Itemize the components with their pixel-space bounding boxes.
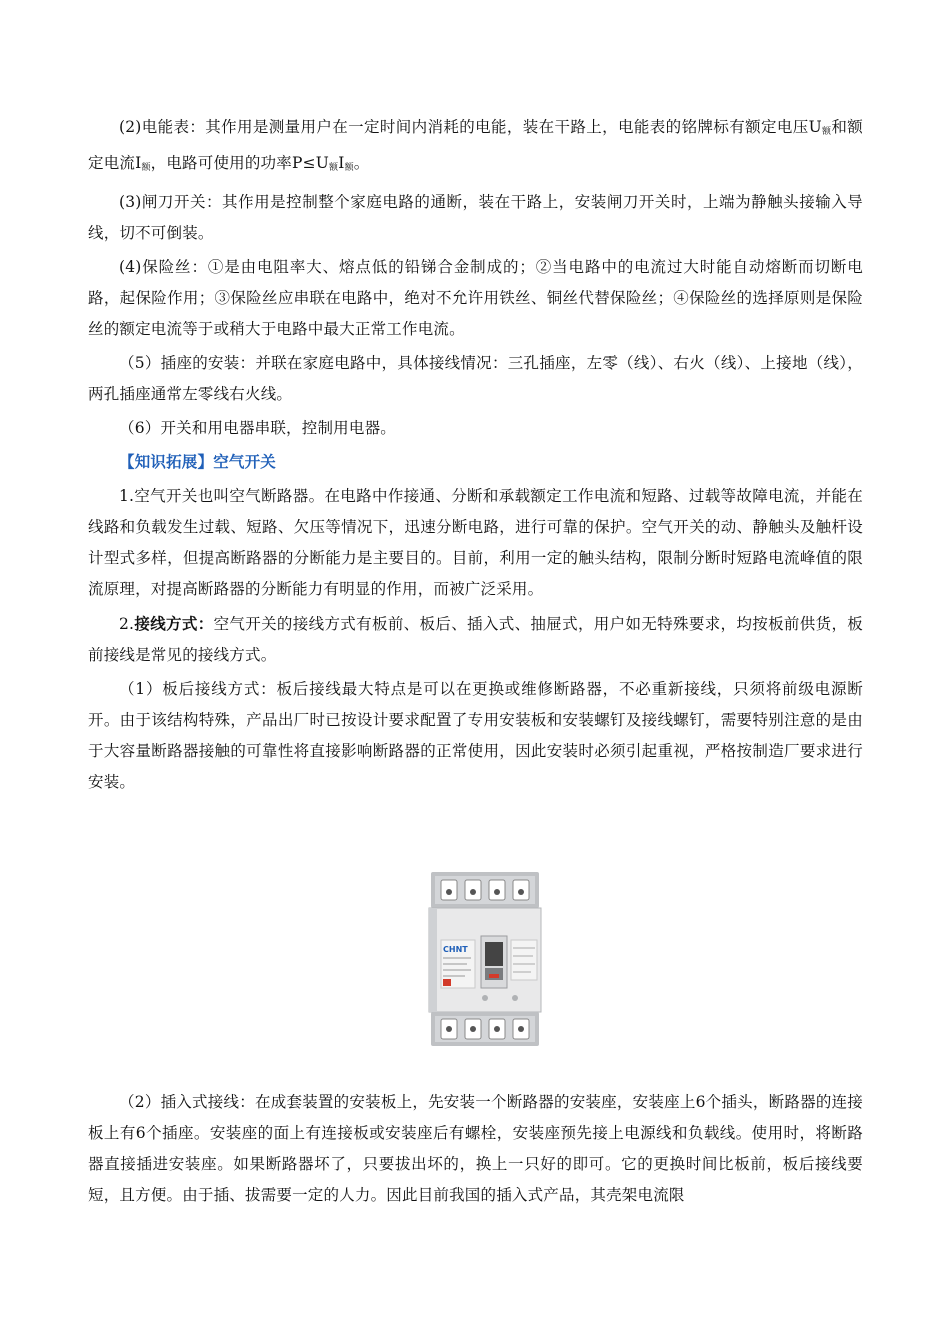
paragraph-fuse: (4)保险丝：①是由电阻率大、熔点低的铅锑合金制成的；②当电路中的电流过大时能自动熔断而切断电路，起保险作用；③保险丝应串联在电路中，绝对不允许用铁丝、铜丝代替保险丝；④保险丝的选择原则是保险丝的额定电流等于或稍大于电路中最大正常工作电流。 [88,258,863,338]
paragraph-air-switch: 1.空气开关也叫空气断路器。在电路中作接通、分断和承载额定工作电流和短路、过载等故障电流，并能在线路和负载发生过载、短路、欠压等情况下，迅速分断电路，进行可靠的保护。空气开关的动、静触头及触杆设计型式多样，但提高断路器的分断能力是主要目的。目前，利用一定的触头结构，限制分断时短路电流峰值的限流原理，对提高断路器的分断能力有明显的作用，而被广泛采用。 [88,487,863,598]
paragraph-plug-in-wiring: （2）插入式接线：在成套装置的安装板上，先安装一个断路器的安装座，安装座上6个插头，断路器的连接板上有6个插座。安装座的面上有连接板或安装座后有螺栓，安装座预先接上电源线和负载线。使用时，将断路器直接插进安装座。如果断路器坏了，只要拔出坏的，换上一只好的即可。它的更换时间比板前，板后接线要短，且方便。由于插、拔需要一定的人力。因此目前我国的插入式产品，其壳架电流限 [88,1093,863,1204]
document-body [88,112,863,798]
paragraph-energy-meter: (2)电能表：其作用是测量用户在一定时间内消耗的电能，装在干路上，电能表的铭牌标有额定电压$U_额$和额定电流$Ⅰ_额$，电路可使用的功率$P\le U_额Ⅰ_额$。 [88,118,863,173]
section-heading: 【知识拓展】空气开关 [119,453,277,471]
breaker-brand-text: CHNT [443,945,468,954]
paragraph-switch: （6）开关和用电器串联，控制用电器。 [119,419,396,437]
paragraph-rear-wiring: （1）板后接线方式：板后接线最大特点是可以在更换或维修断路器，不必重新接线，只须将前级电源断开。由于该结构特殊，产品出厂时已按设计要求配置了专用安装板和安装螺钉及接线螺钉，需要特别注意的是由于大容量断路器接触的可靠性将直接影响断路器的正常使用，因此安装时必须引起重视，严格按制造厂要求进行安装。 [88,680,863,791]
paragraph-wiring: 2.接线方式：空气开关的接线方式有板前、板后、插入式、抽屉式，用户如无特殊要求，均按板前供货，板前接线是常见的接线方式。 [88,614,863,664]
paragraph-socket: （5）插座的安装：并联在家庭电路中，具体接线情况：三孔插座，左零（线）、右火（线）、上接地（线），两孔插座通常左零线右火线。 [88,354,863,403]
document-body-continued [88,1087,863,1211]
paragraph-knife-switch: (3)闸刀开关：其作用是控制整个家庭电路的通断，装在干路上，安装闸刀开关时，上端为静触头接输入导线，切不可倒装。 [88,193,863,242]
circuit-breaker-image [425,870,545,1050]
